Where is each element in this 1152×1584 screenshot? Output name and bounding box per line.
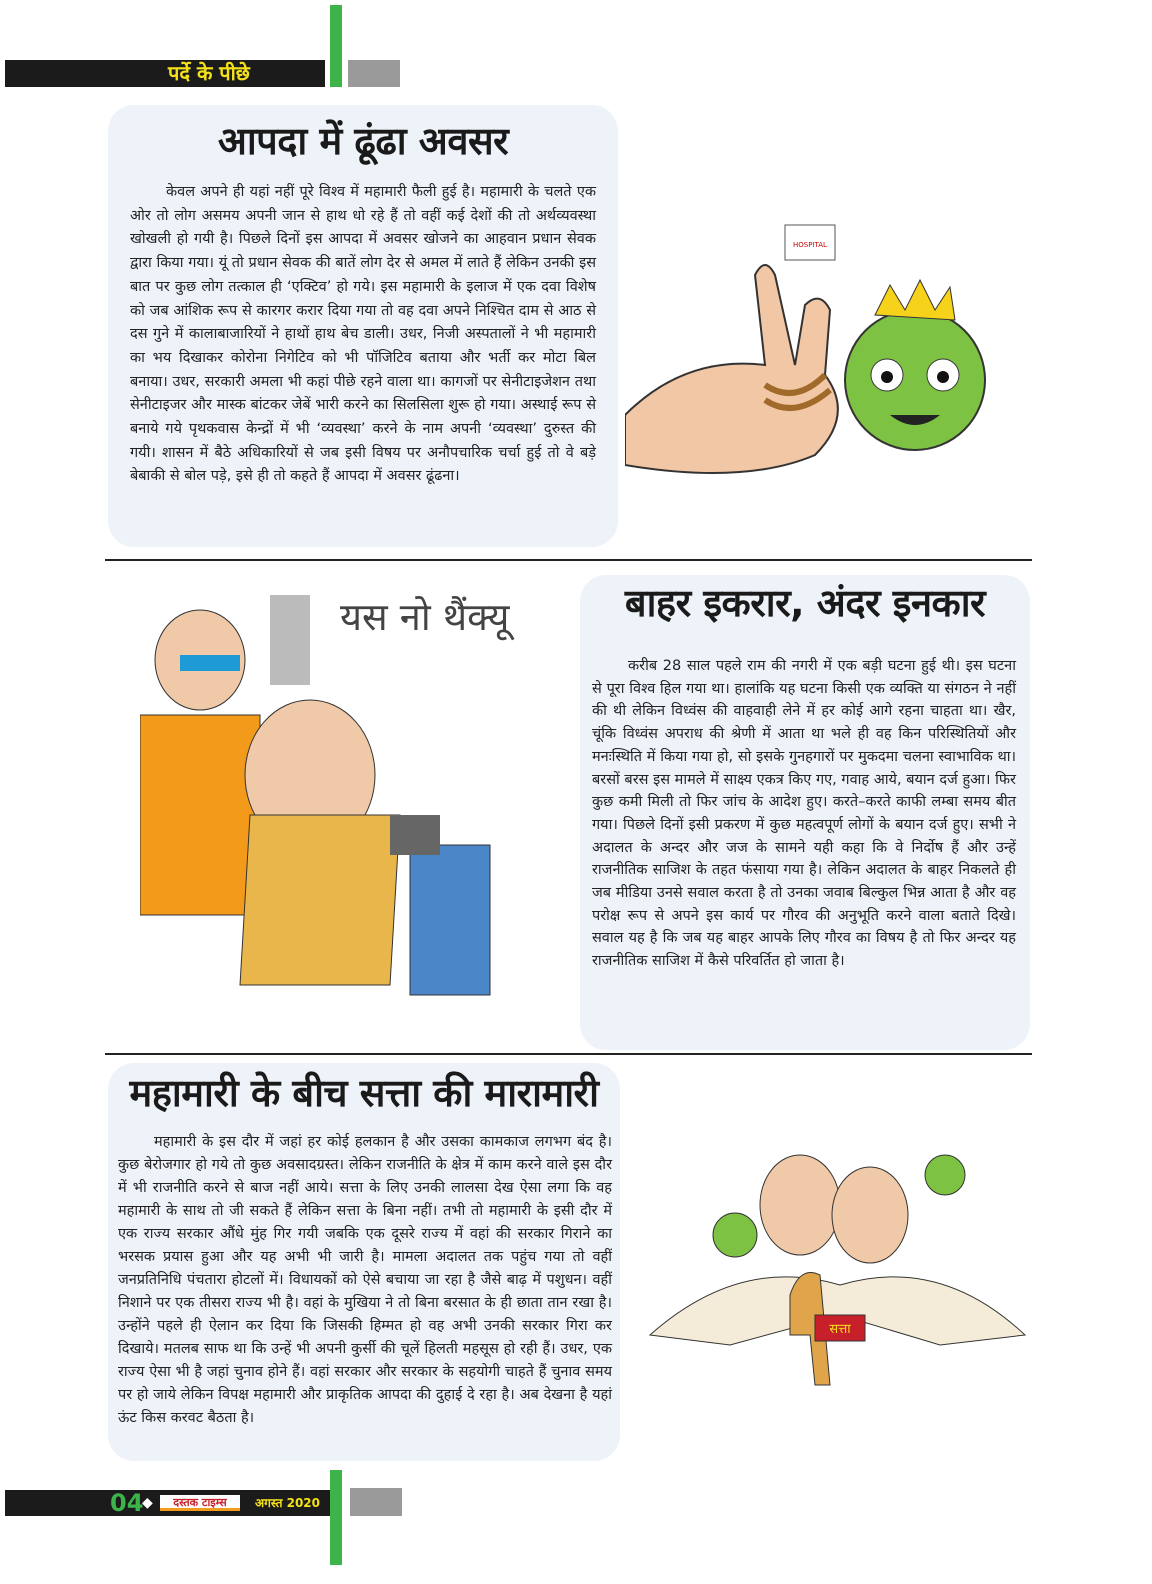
article-box-2 (580, 575, 1030, 1050)
accent-bar (330, 1470, 342, 1565)
magazine-logo: दस्तक टाइम्स (160, 1495, 240, 1511)
article-body: करीब 28 साल पहले राम की नगरी में एक बड़ी घटना हुई थी। इस घटना से पूरा विश्व हिल गया था। हालांकि यह घटना किसी एक व्यक्ति या संगठन ने नहीं की थी लेकिन विध्वंस की वाहवाही लेने में हर कोई आगे रहना चाहता था। खैर, चूंकि विध्वंस अपराध की श्रेणी में आता था भले ही वह किन परिस्थितियों और मनःस्थिति में किया गया हो, सो इसके गुनहगारों पर मुकदमा चलना स्वाभाविक था। बरसों बरस इस मामले में साक्ष्य एकत्र किए गए, गवाह आये, बयान दर्ज हुआ। फिर कुछ कमी मिली तो फिर जांच के आदेश हुए। करते–करते काफी लम्बा समय बीत गया। पिछले दिनों इसी प्रकरण में कुछ महत्वपूर्ण लोगों के बयान दर्ज हुए। सभी ने अदालत के अन्दर और जज के सामने यही कहा कि वे निर्दोष हैं और उन्हें राजनीतिक साजिश के तहत फंसाया गया है। लेकिन अदालत के बाहर निकलते ही जब मीडिया उनसे सवाल करता है तो उनका जवाब बिल्कुल भिन्न आता है और वह परोक्ष रूप से अपने इस कार्य पर गौरव की अनुभूति करने वाला बताते दिखे। सवाल यह है कि जब यह बाहर आपके लिए गौरव का विषय है तो फिर अन्दर यह राजनीतिक साजिश में कैसे परिवर्तित हो जाता है। (592, 658, 1016, 970)
cartoon-caption: यस नो थैंक्यू (340, 595, 510, 639)
camel-saddle-label: सत्ता (829, 1322, 851, 1337)
hand-icon (625, 265, 838, 473)
accent-bar (330, 5, 342, 87)
justice-statue-icon (270, 595, 310, 685)
article-title: महामारी के बीच सत्ता की मारामारी (129, 1071, 599, 1115)
article-box-1 (108, 105, 618, 547)
article-box-3 (108, 1063, 620, 1461)
cartoon-virus-hand (625, 215, 1025, 505)
hospital-label: HOSPITAL (793, 241, 827, 249)
glasses-icon (180, 655, 240, 671)
divider (105, 559, 1032, 561)
crown-icon (875, 280, 955, 320)
section-title: पर्दे के पीछे (168, 61, 250, 85)
gray-block (348, 60, 400, 87)
article-body: केवल अपने ही यहां नहीं पूरे विश्व में महामारी फैली हुई है। महामारी के चलते एक ओर तो लोग असमय अपनी जान से हाथ धो रहे हैं तो वहीं कई देशों की तो अर्थव्यवस्था खोखली हो गयी है। पिछले दिनों इस आपदा में अवसर खोजने का आहवान प्रधान सेवक द्वारा किया गया। यूं तो प्रधान सेवक की बातें लोग देर से अमल में लाते हैं लेकिन उनकी इस बात पर कुछ लोग तत्काल ही ‘एक्टिव’ हो गये। इस महामारी के इलाज में एक दवा विशेष को जब आंशिक रूप से कारगर करार दिया गया तो वह दवा अपने निश्चित दाम से आठ से दस गुने में कालाबाजारियों ने हाथों हाथ बेच डाली। उधर, निजी अस्पतालों ने भी महामारी का भय दिखाकर कोरोना निगेटिव को भी पॉजिटिव बताया और भर्ती कर मोटा बिल बनाया। उधर, सरकारी अमला भी कहां पीछे रहने वाला था। कागजों पर सेनीटाइजेशन तथा सेनीटाइजर और मास्क बांटकर जेबें भारी करने का सिलसिला शुरू हो गया। अस्थाई रूप से बनाये गये पृथकवास केन्द्रों में भी ‘व्यवस्था’ करने के नाम अपनी ‘व्यवस्था’ दुरुस्त की गयी। शासन में बैठे अधिकारियों से जब इसी विषय पर अनौपचारिक चर्चा हुई तो वे बड़े बेबाकी से बोल पड़े, इसे ही तो कहते हैं आपदा में अवसर ढूंढना। (130, 184, 596, 485)
divider (105, 1053, 1032, 1055)
virus-icon (925, 1155, 965, 1195)
cartoon-court-media (140, 585, 520, 1030)
page-number: 04 (110, 1489, 144, 1517)
virus-icon (845, 310, 985, 450)
section-header-bar (5, 60, 325, 87)
cartoon-camel-power (640, 1135, 1030, 1400)
bullet-icon: ◆ (142, 1495, 153, 1511)
gray-block (350, 1488, 402, 1516)
virus-icon (713, 1213, 757, 1257)
article-title: आपदा में ढूंढा अवसर (217, 119, 509, 163)
article-title: बाहर इकरार, अंदर इनकार (624, 581, 986, 625)
camera-icon (390, 815, 440, 855)
issue-date: अगस्त 2020 (255, 1496, 321, 1510)
reporter-figure (410, 845, 490, 995)
article-body: महामारी के इस दौर में जहां हर कोई हलकान है और उसका कामकाज लगभग बंद है। कुछ बेरोजगार हो गये तो कुछ अवसादग्रस्त। लेकिन राजनीति के क्षेत्र में काम करने वाले इस दौर में भी राजनीति करने से बाज नहीं आये। सत्ता के लिए उनकी लालसा देख ऐसा लगा कि वह महामारी के साथ तो जी सकते हैं लेकिन सत्ता के बिना नहीं। तभी तो महामारी के इसी दौर में एक राज्य सरकार औंधे मुंह गिर गयी जबकि एक दूसरे राज्य में वहां की सरकार गिराने का भरसक प्रयास हुआ और यह अभी भी जारी है। मामला अदालत तक पहुंच गया तो वहीं जनप्रतिनिधि पंचतारा होटलों में। विधायकों को ऐसे बचाया जा रहा है जैसे बाढ़ में पशुधन। वहीं निशाने पर एक तीसरा राज्य भी है। वहां के मुखिया ने तो बिना बरसात के ही छाता तान रखा है। उन्होंने पहले ही ऐलान कर दिया कि जिसकी हिम्मत हो वह अभी उनकी सरकार गिरा कर दिखाये। मतलब साफ था कि उन्हें भी अपनी कुर्सी की चूलें हिलती महसूस हो रही हैं। उधर, एक राज्य ऐसा भी है जहां चुनाव होने हैं। वहां सरकार और सरकार के सहयोगी चाहते हैं चुनाव समय पर हो जाये लेकिन विपक्ष महामारी और प्राकृतिक आपदा की दुहाई दे रहा है। अब देखना है यहां ऊंट किस करवट बैठता है। (118, 1134, 612, 1426)
